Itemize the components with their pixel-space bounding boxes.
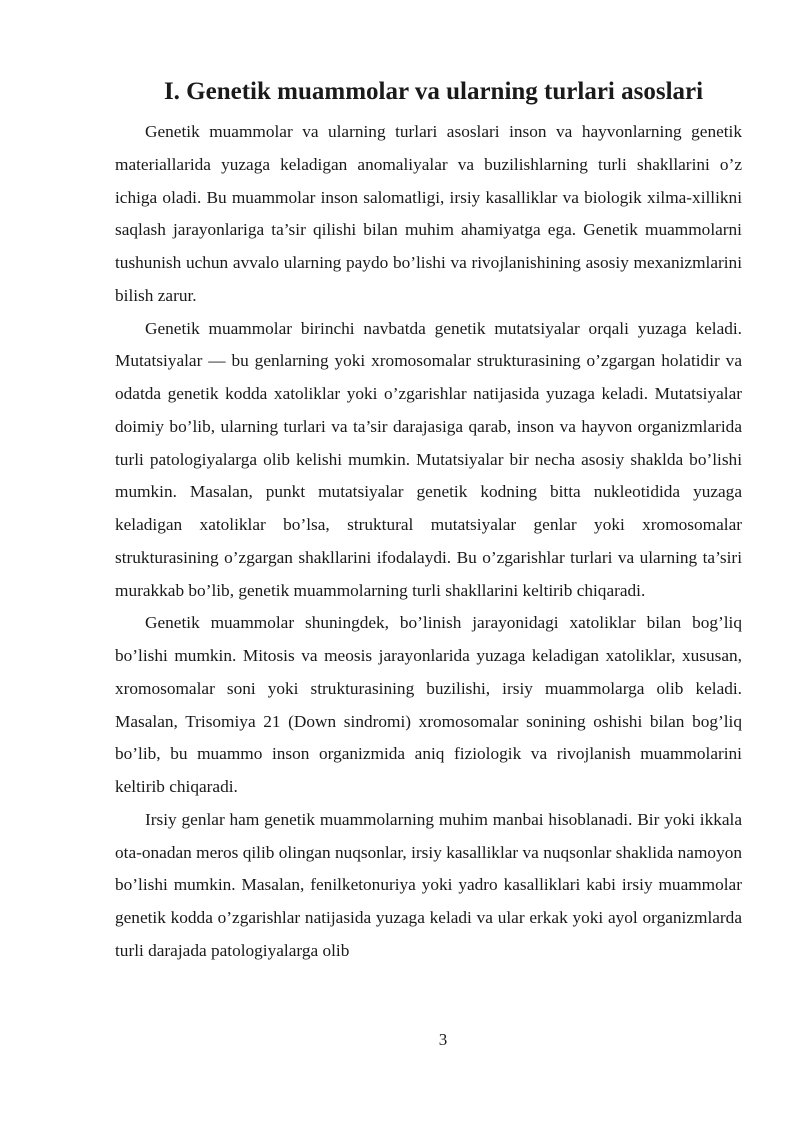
- paragraph-4: Irsiy genlar ham genetik muammolarning muhim manbai hisoblanadi. Bir yoki ikkala ota-onadan meros qilib olingan nuqsonlar, irsiy kasalliklar va nuqsonlar shaklida namoyon bo’lishi mumkin. Masalan, fenilketonuriya yoki yadro kasalliklari kabi irsiy muammolar genetik kodda o’zgarishlar natijasida yuzaga keladi va ular erkak yoki ayol organizmlarda turli darajada patologiyalarga olib: [115, 809, 742, 960]
- paragraph-3: Genetik muammolar shuningdek, bo’linish jarayonidagi xatoliklar bilan bog’liq bo’lishi mumkin. Mitosis va meosis jarayonlarida yuzaga keladigan xatoliklar, xususan, xromosomalar soni yoki strukturasining buzilishi, irsiy muammolarga olib keladi. Masalan, Trisomiya 21 (Down sindromi) xromosomalar sonining oshishi bilan bog’liq bo’lib, bu muammo inson organizmida aniq fiziologik va rivojlanish muammolarini keltirib chiqaradi.: [115, 613, 742, 796]
- section-title: I. Genetik muammolar va ularning turlari asoslari: [163, 78, 704, 105]
- paragraph-2: Genetik muammolar birinchi navbatda genetik mutatsiyalar orqali yuzaga keladi. Mutatsiyalar — bu genlarning yoki xromosomalar strukturasining o’zgargan holatidir va odatda genetik kodda xatoliklar yoki o’zgarishlar natijasida yuzaga keladi. Mutatsiyalar doimiy bo’lib, ularning turlari va ta’sir darajasiga qarab, inson va hayvon organizmlarida turli patologiyalarga olib kelishi mumkin. Mutatsiyalar bir necha asosiy shaklda bo’lishi mumkin. Masalan, punkt mutatsiyalar genetik kodning bitta nukleotidida yuzaga keladigan xatoliklar bo’lsa, struktural mutatsiyalar genlar yoki xromosomalar strukturasining o’zgargan shakllarini ifodalaydi. Bu o’zgarishlar turlari va ularning ta’siri murakkab bo’lib, genetik muammolarning turli shakllarini keltirib chiqaradi.: [115, 318, 742, 600]
- body-text: [115, 116, 742, 968]
- paragraph-1: Genetik muammolar va ularning turlari asoslari inson va hayvonlarning genetik materiallarida yuzaga keladigan anomaliyalar va buzilishlarning turli shakllarini o’z ichiga oladi. Bu muammolar inson salomatligi, irsiy kasalliklar va biologik xilma-xillikni saqlash jarayonlariga ta’sir qilishi bilan muhim ahamiyatga ega. Genetik muammolarni tushunish uchun avvalo ularning paydo bo’lishi va rivojlanishining asosiy mexanizmlarini bilish zarur.: [115, 122, 742, 305]
- page-number: 3: [438, 1030, 448, 1049]
